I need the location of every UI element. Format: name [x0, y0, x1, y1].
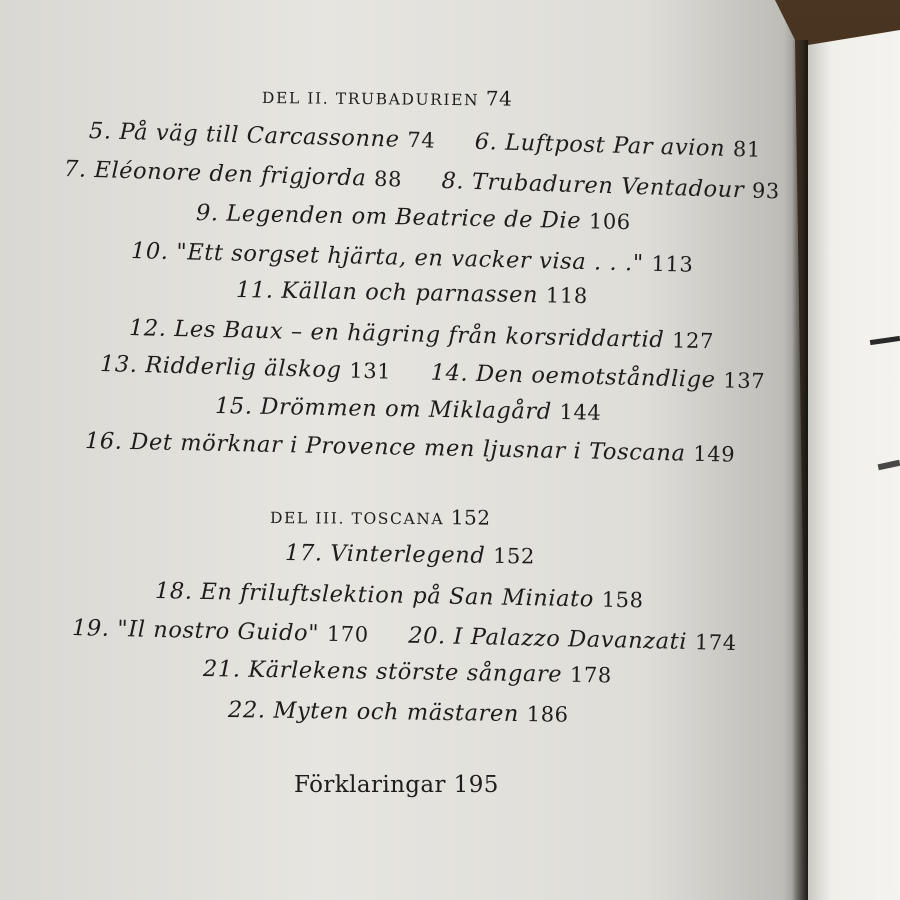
- chapter-title: 14. Den oemotståndlige: [430, 359, 716, 394]
- toc-line: [64, 156, 781, 204]
- page-number: 74: [485, 86, 513, 111]
- toc-line: [131, 238, 694, 278]
- page-number: 149: [693, 441, 736, 467]
- facing-page: [808, 30, 900, 900]
- toc-line: [89, 118, 762, 163]
- page-number: 178: [569, 662, 613, 688]
- toc-line: [228, 697, 569, 728]
- toc-line: [85, 428, 736, 468]
- chapter-title: 21. Kärlekens störste sångare: [202, 656, 563, 688]
- chapter-title: 9. Legenden om Beatrice de Die: [195, 200, 582, 235]
- page-number: 74: [407, 127, 436, 153]
- chapter-title: 8. Trubaduren Ventadour: [441, 167, 745, 204]
- appendix-title: Förklaringar: [294, 772, 446, 798]
- page-number: 152: [492, 543, 536, 569]
- chapter-title: 11. Källan och parnassen: [235, 277, 539, 309]
- chapter-title: 19. "Il nostro Guido": [71, 615, 320, 647]
- toc-line: [100, 351, 766, 394]
- chapter-title: 20. I Palazzo Davanzati: [407, 622, 688, 655]
- chapter-title: 10. "Ett sorgset hjärta, en vacker visa . . .": [130, 238, 645, 277]
- chapter-title: 22. Myten och mästaren: [227, 697, 520, 728]
- page-number: 137: [723, 368, 766, 394]
- toc-line: [285, 540, 535, 569]
- chapter-title: 6. Luftpost Par avion: [474, 128, 726, 162]
- page-number: 118: [545, 283, 588, 309]
- chapter-title: 5. På väg till Carcassonne: [88, 118, 400, 153]
- page-number: 106: [588, 209, 632, 235]
- toc-line: [215, 393, 602, 426]
- toc-line: [196, 200, 631, 235]
- part-heading: [262, 84, 513, 111]
- page-number: 88: [373, 166, 403, 192]
- chapter-title: 12. Les Baux – en hägring från korsriddartid: [128, 315, 665, 354]
- part-heading: [270, 504, 491, 530]
- toc-line: [72, 615, 737, 656]
- ink-bleed-mark: [878, 460, 900, 470]
- page-number: 186: [526, 702, 569, 727]
- chapter-title: 17. Vinterlegend: [284, 540, 486, 569]
- page-number: 174: [694, 630, 738, 656]
- page-number: 93: [751, 178, 781, 204]
- chapter-title: 15. Drömmen om Miklagård: [214, 393, 552, 425]
- page-number: 81: [732, 136, 762, 162]
- page-number: 113: [651, 251, 694, 277]
- page-number: 152: [450, 505, 491, 530]
- page-number: 158: [601, 587, 644, 613]
- appendix-line: [294, 772, 499, 798]
- ink-bleed-mark: [870, 336, 900, 345]
- page-number: 170: [326, 621, 370, 647]
- toc-line: [155, 578, 644, 613]
- page-number: 127: [671, 328, 715, 354]
- page-number: 144: [559, 400, 602, 425]
- part-title: DEL II. TRUBADURIEN: [261, 89, 480, 110]
- chapter-title: 16. Det mörknar i Provence men ljusnar i Toscana: [84, 428, 686, 467]
- chapter-title: 18. En friluftslektion på San Miniato: [154, 578, 595, 613]
- part-title: DEL III. TOSCANA: [269, 509, 445, 529]
- toc-line: [203, 656, 612, 688]
- toc-line: [129, 315, 715, 354]
- chapter-title: 7. Eléonore den frigjorda: [63, 156, 367, 192]
- chapter-title: 13. Ridderlig älskog: [99, 351, 342, 384]
- page-number: 131: [349, 358, 392, 384]
- toc-line: [236, 277, 588, 309]
- page-number: 195: [453, 772, 499, 798]
